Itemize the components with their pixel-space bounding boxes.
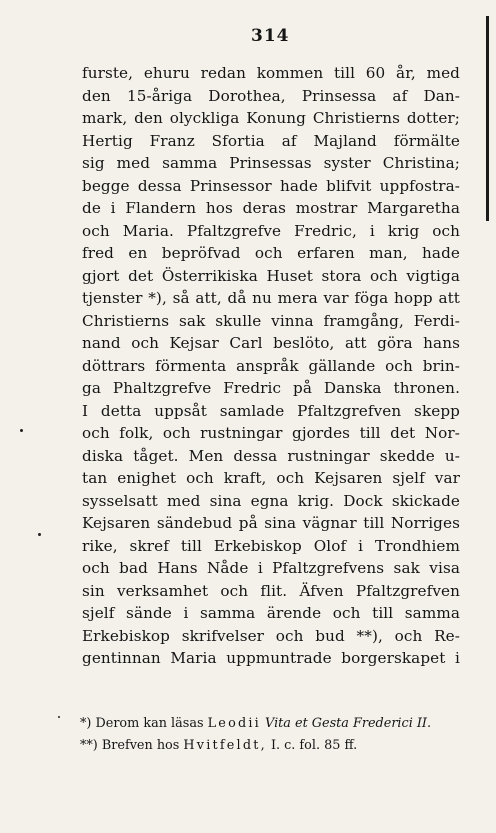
text-line: gjort det Österrikiska Huset stora och vigtiga — [82, 266, 460, 285]
text-line: tan enighet och kraft, och Kejsaren sjelf var — [82, 469, 460, 487]
text-line: och Maria. Pfaltzgrefve Fredric, i krig och — [82, 221, 460, 240]
footnote-lead: Brefven hos — [101, 738, 180, 753]
text-line: gentinnan Maria uppmuntrade borgerskapet i — [82, 649, 460, 667]
text-line: den 15-åriga Dorothea, Prinsessa af Dan- — [82, 86, 460, 105]
footnote-marker: **) — [80, 738, 98, 753]
footnotes — [80, 713, 460, 757]
footnote-1 — [80, 713, 460, 735]
text-line: diska tåget. Men dessa rustningar skedde u- — [82, 446, 460, 465]
text-line: begge dessa Prinsessor hade blifvit uppfostra- — [82, 176, 460, 195]
text-line: rike, skref till Erkebiskop Olof i Trondhiem — [82, 536, 460, 555]
text-line: Christierns sak skulle vinna framgång, Ferdi- — [82, 311, 460, 330]
text-line: tjenster *), så att, då nu mera var föga hopp att — [82, 289, 460, 307]
text-line: furste, ehuru redan kommen till 60 år, med — [82, 64, 460, 82]
text-line: mark, den olyckliga Konung Christierns dotter; — [82, 109, 460, 127]
page-number: 314 — [251, 26, 290, 46]
text-line: nand och Kejsar Carl beslöto, att göra hans — [82, 334, 460, 352]
text-line: I detta uppsåt samlade Pfaltzgrefven skepp — [82, 401, 460, 420]
text-line: sig med samma Prinsessas syster Christina; — [82, 154, 460, 172]
text-line: döttrars förmenta anspråk gällande och brin- — [82, 356, 460, 375]
text-line: Hertig Franz Sfortia af Majland förmälte — [82, 131, 460, 150]
text-line: sin verksamhet och flit. Äfven Pfaltzgrefven — [82, 581, 460, 600]
text-line: och bad Hans Nåde i Pfaltzgrefvens sak visa — [82, 559, 460, 577]
footnote-lead: Derom kan läsas — [95, 716, 204, 731]
text-line: fred en bepröfvad och erfaren man, hade — [82, 244, 460, 262]
footnote-work: Vita et Gesta Frederici II. — [265, 716, 432, 731]
margin-speck — [58, 716, 60, 718]
text-line: och folk, och rustningar gjordes till det Nor- — [82, 424, 460, 442]
footnote-marker: *) — [80, 716, 92, 731]
margin-speck — [38, 533, 41, 536]
text-line: sysselsatt med sina egna krig. Dock skickade — [82, 491, 460, 510]
page-edge-rule — [486, 16, 489, 221]
margin-speck — [20, 429, 23, 432]
body-text — [82, 62, 460, 670]
text-line: Kejsaren sändebud på sina vägnar till Norriges — [82, 514, 460, 532]
text-line: ga Phaltzgrefve Fredric på Danska thronen. — [82, 379, 460, 397]
text-line: Erkebiskop skrifvelser och bud **), och Re- — [82, 626, 460, 645]
footnote-reference: I. c. fol. 85 ff. — [270, 738, 358, 753]
text-line: sjelf sände i samma ärende och till samma — [82, 604, 460, 622]
footnote-author: Hvitfeldt, — [183, 738, 267, 753]
footnote-author: Leodii — [207, 716, 261, 731]
footnote-2 — [80, 735, 460, 757]
text-line: de i Flandern hos deras mostrar Margaretha — [82, 199, 460, 217]
